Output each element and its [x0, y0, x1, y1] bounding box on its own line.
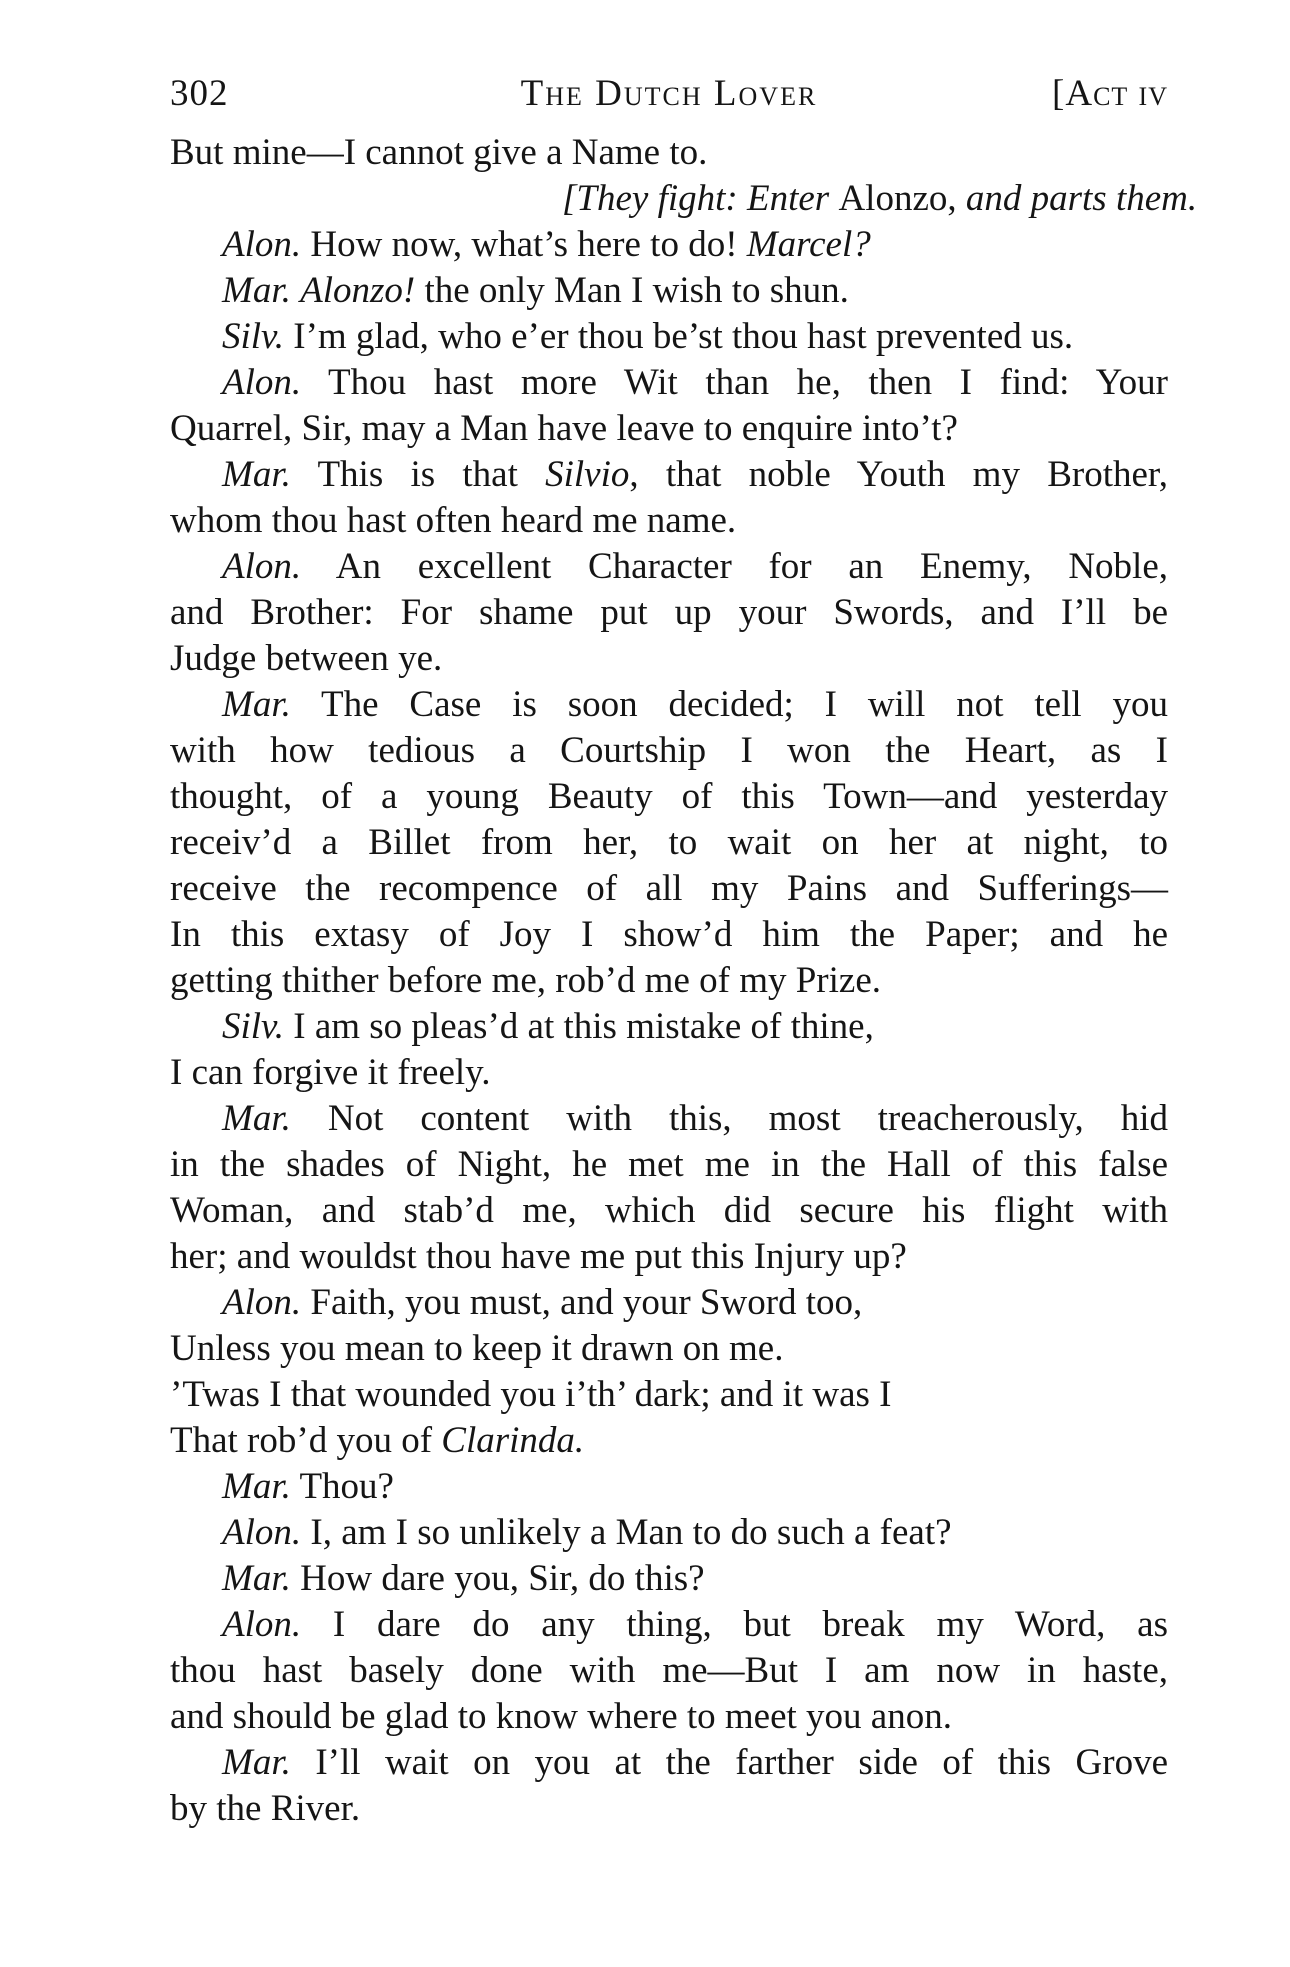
italic-text: Alon. [222, 362, 302, 403]
text-span: I, am I so unlikely a Man to do such a feat? [301, 1512, 952, 1553]
text-span: thought, of a young Beauty of this Town—and yesterday [170, 776, 1168, 817]
text-line [170, 452, 1168, 498]
text-span: Thou? [290, 1466, 394, 1507]
text-span: In this extasy of Joy I show’d him the Paper; and he [170, 914, 1168, 955]
text-span: Judge between ye. [170, 638, 443, 679]
text-line [170, 682, 1168, 728]
text-span: receiv’d a Billet from her, to wait on her at night, to [170, 822, 1168, 863]
text-span: Woman, and stab’d me, which did secure his flight with [170, 1190, 1168, 1231]
text-span: I’m glad, who e’er thou be’st thou hast prevented us. [284, 316, 1074, 357]
text-span: Thou hast more Wit than he, then I find: Your [301, 362, 1168, 403]
act-label: [Act iv [1052, 73, 1168, 114]
text-span: whom thou hast often heard me name. [170, 500, 737, 541]
italic-text: Alon. [222, 1604, 302, 1645]
text-span: by the River. [170, 1788, 361, 1829]
text-span: ’Twas I that wounded you i’th’ dark; and it was I [170, 1374, 892, 1415]
text-line [170, 406, 1168, 452]
text-span: getting thither before me, rob’d me of my Prize. [170, 960, 882, 1001]
text-span: Faith, you must, and your Sword too, [301, 1282, 863, 1323]
text-line [170, 912, 1168, 958]
text-line [170, 1326, 1168, 1372]
text-line [170, 1050, 1168, 1096]
text-line [170, 1418, 1168, 1464]
text-span: But mine—I cannot give a Name to. [170, 132, 708, 173]
page-number: 302 [170, 73, 229, 114]
italic-text: Mar. [222, 270, 291, 311]
text-line [170, 1510, 1168, 1556]
text-line [170, 130, 1168, 176]
text-span: Unless you mean to keep it drawn on me. [170, 1328, 784, 1369]
text-span: This is that [290, 454, 546, 495]
text-span: and should be glad to know where to meet you anon. [170, 1696, 952, 1737]
text-line [170, 1188, 1168, 1234]
text-span: I can forgive it freely. [170, 1052, 491, 1093]
text-line [170, 268, 1168, 314]
text-line [170, 636, 1168, 682]
italic-text: Alon. [222, 1512, 302, 1553]
italic-text: Mar. [222, 1558, 291, 1599]
italic-text: and parts them. [965, 178, 1198, 219]
text-span: with how tedious a Courtship I won the Heart, as I [170, 730, 1168, 771]
text-span: An excellent Character for an Enemy, Noble, [301, 546, 1168, 587]
text-line [170, 774, 1168, 820]
text-line [170, 1142, 1168, 1188]
text-line [170, 820, 1168, 866]
text-span: Quarrel, Sir, may a Man have leave to enquire into’t? [170, 408, 958, 449]
italic-text: [They fight: Enter [562, 178, 839, 219]
italic-text: Marcel? [746, 224, 871, 265]
italic-text: Mar. [222, 1466, 291, 1507]
text-span: I’ll wait on you at the farther side of this Grove [290, 1742, 1168, 1783]
text-line [170, 866, 1168, 912]
text-line [170, 1004, 1168, 1050]
text-span: her; and wouldst thou have me put this Injury up? [170, 1236, 907, 1277]
text-span [291, 270, 300, 311]
text-line [170, 728, 1168, 774]
text-line [170, 360, 1168, 406]
italic-text: Mar. [222, 1742, 291, 1783]
text-span: That rob’d you of [170, 1420, 442, 1461]
text-line [170, 1464, 1168, 1510]
text-line [170, 1372, 1168, 1418]
text-span: Not content with this, most treacherously, hid [290, 1098, 1168, 1139]
italic-text: Silv. [222, 316, 284, 357]
text-line [170, 1280, 1168, 1326]
text-span: Alonzo, [838, 178, 966, 219]
text-line [170, 1740, 1168, 1786]
italic-text: Mar. [222, 1098, 291, 1139]
text-span: I am so pleas’d at this mistake of thine, [284, 1006, 874, 1047]
text-line [170, 1556, 1168, 1602]
text-span: , that noble Youth my Brother, [629, 454, 1168, 495]
text-span: receive the recompence of all my Pains and Sufferings— [170, 868, 1168, 909]
page-header [170, 72, 1168, 120]
italic-text: Silv. [222, 1006, 284, 1047]
text-line [170, 544, 1168, 590]
text-line [170, 1694, 1168, 1740]
text-span: How now, what’s here to do! [301, 224, 747, 265]
text-line [170, 176, 1198, 222]
italic-text: Alonzo! [300, 270, 416, 311]
italic-text: Clarinda. [441, 1420, 585, 1461]
text-span: The Case is soon decided; I will not tell you [290, 684, 1168, 725]
text-line [170, 1648, 1168, 1694]
text-line [170, 958, 1168, 1004]
text-line [170, 1602, 1168, 1648]
italic-text: Silvio [545, 454, 630, 495]
play-text [170, 130, 1198, 1832]
italic-text: Alon. [222, 546, 302, 587]
text-span: I dare do any thing, but break my Word, as [301, 1604, 1168, 1645]
text-span: thou hast basely done with me—But I am now in haste, [170, 1650, 1168, 1691]
text-line [170, 1234, 1168, 1280]
italic-text: Mar. [222, 454, 291, 495]
text-span: in the shades of Night, he met me in the Hall of this false [170, 1144, 1168, 1185]
text-line [170, 222, 1168, 268]
text-line [170, 314, 1168, 360]
text-line [170, 1096, 1168, 1142]
italic-text: Alon. [222, 1282, 302, 1323]
text-line [170, 498, 1168, 544]
running-title: The Dutch Lover [520, 73, 818, 114]
italic-text: Alon. [222, 224, 302, 265]
text-line [170, 590, 1168, 636]
italic-text: Mar. [222, 684, 291, 725]
text-span: How dare you, Sir, do this? [290, 1558, 705, 1599]
text-line [170, 1786, 1168, 1832]
text-span: the only Man I wish to shun. [415, 270, 849, 311]
text-span: and Brother: For shame put up your Swords, and I’ll be [170, 592, 1168, 633]
